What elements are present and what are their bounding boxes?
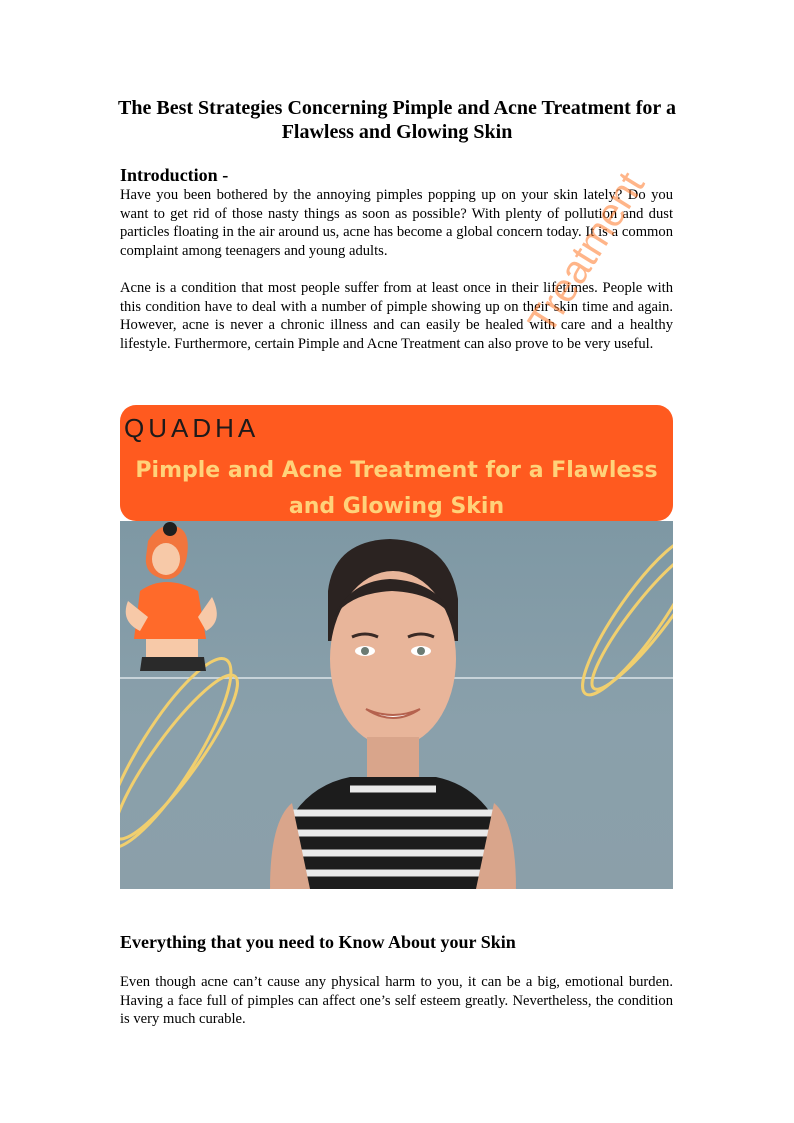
intro-paragraph-2: Acne is a condition that most people suffer from at least once in their lifetimes. People with this condition have to deal with a number of pimple showing up on their skin time and again. However, acne is never a chronic illness and can easily be healed with care and a healthy lifestyle. Furthermore, certain Pimple and Acne Treatment can also prove to be very useful. bbox=[120, 280, 673, 352]
skin-paragraph-1: Even though acne can’t cause any physical harm to you, it can be a big, emotional burden. Having a face full of pimples can affect one’s self esteem greatly. Nevertheless, the condition is very much curable. bbox=[120, 974, 673, 1028]
intro-heading: Introduction - bbox=[120, 165, 229, 185]
brand-logo: QUADHA bbox=[124, 413, 260, 443]
woman-portrait bbox=[270, 539, 516, 889]
hero-illustration bbox=[120, 521, 673, 889]
section-heading-skin: Everything that you need to Know About your Skin bbox=[120, 932, 516, 952]
document-title: The Best Strategies Concerning Pimple and Acne Treatment for a Flawless and Glowing Skin bbox=[118, 97, 676, 143]
hero-image bbox=[120, 521, 673, 889]
intro-paragraph-1: Have you been bothered by the annoying pimples popping up on your skin lately? Do you want to get rid of those nasty things as soon as possible? With plenty of pollution and dust particles floating in the air around us, acne has become a global concern today. It is a common complaint among teenagers and young adults. bbox=[120, 187, 673, 259]
promo-banner bbox=[120, 405, 673, 521]
cartoon-girl-illustration bbox=[126, 522, 217, 671]
watermark-text: Treatment bbox=[520, 164, 654, 342]
banner-headline: Pimple and Acne Treatment for a Flawless and Glowing Skin bbox=[135, 458, 658, 519]
